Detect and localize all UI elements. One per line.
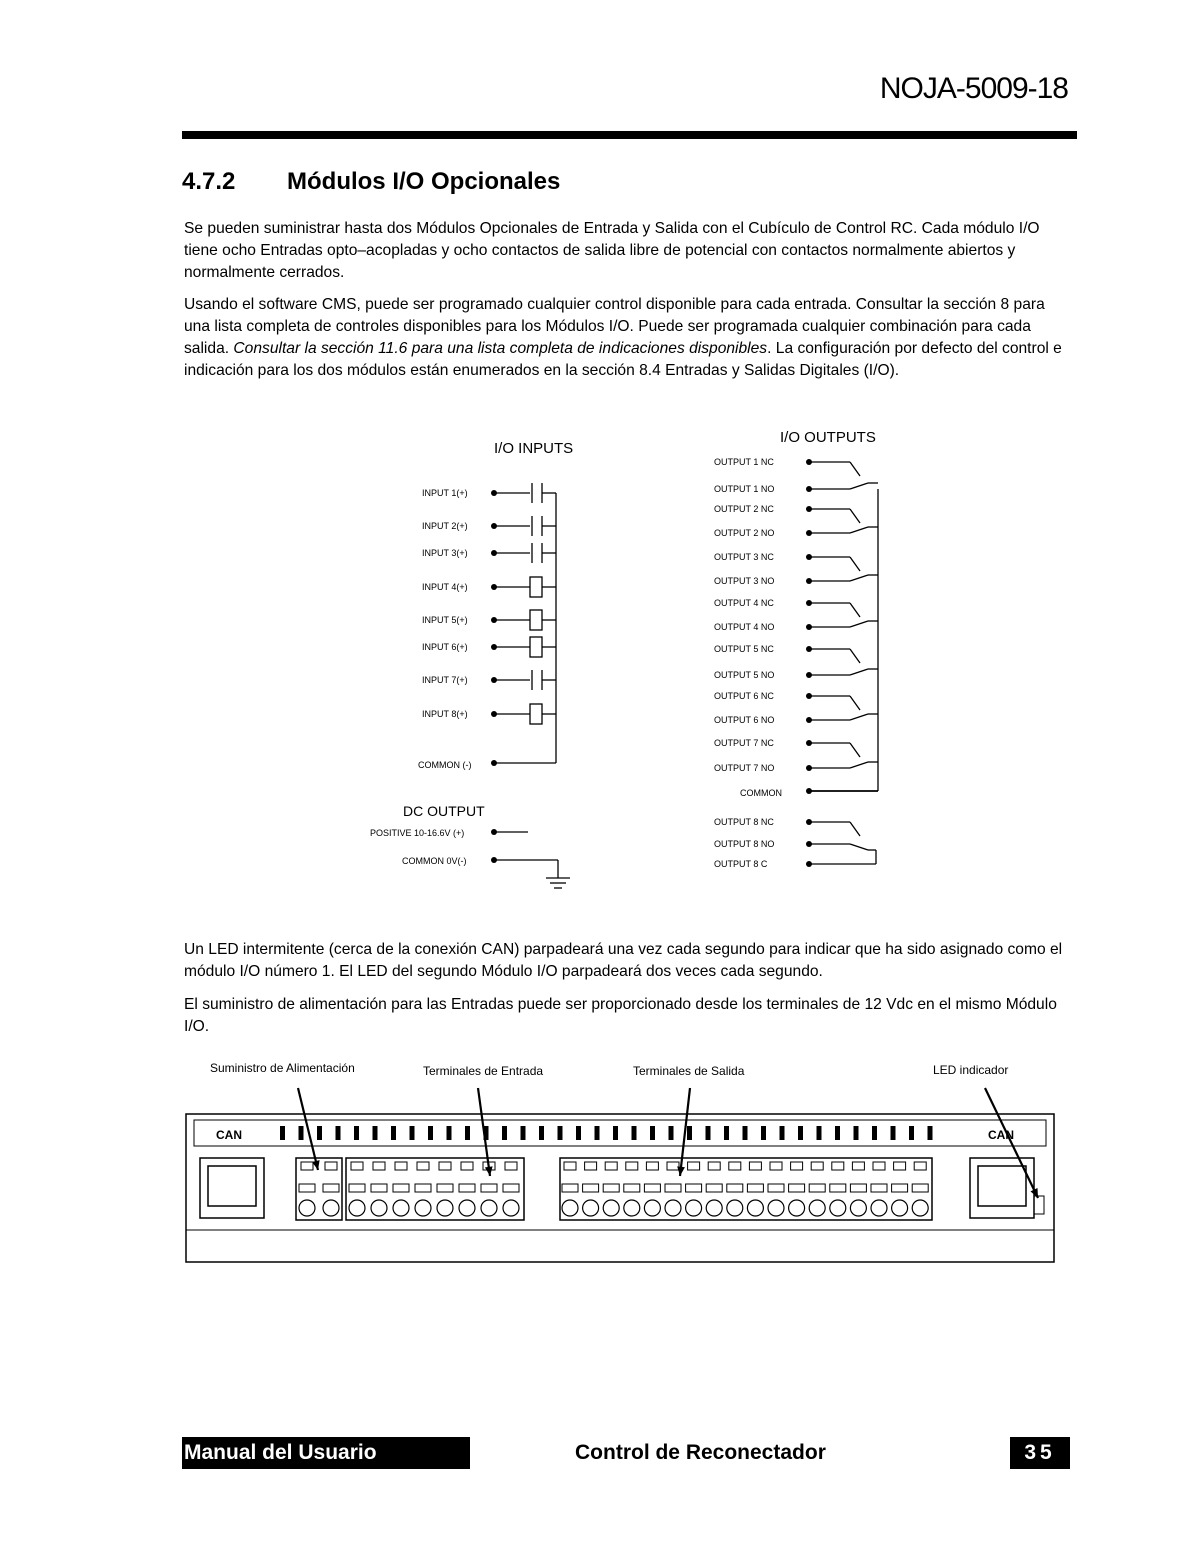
inputs-title: I/O INPUTS	[494, 440, 574, 457]
label-input-terminals: Terminales de Entrada	[423, 1064, 544, 1078]
outputs-title: I/O OUTPUTS	[780, 429, 876, 446]
output-label: OUTPUT 2 NO	[714, 528, 775, 538]
input-common-label: COMMON (-)	[418, 760, 472, 770]
output8-label: OUTPUT 8 NC	[714, 817, 774, 827]
input-label: INPUT 2(+)	[422, 521, 468, 531]
document-id: NOJA-5009-18	[879, 72, 1068, 105]
output-label: OUTPUT 7 NO	[714, 763, 775, 773]
dc-positive-label: POSITIVE 10-16.6V (+)	[370, 828, 465, 838]
output-label: OUTPUT 4 NO	[714, 622, 775, 632]
output-label: OUTPUT 2 NC	[714, 504, 774, 514]
header-rule	[182, 131, 1077, 139]
label-output-terminals: Terminales de Salida	[633, 1064, 745, 1078]
label-power-supply: Suministro de Alimentación	[210, 1061, 355, 1075]
module-body	[186, 1114, 1054, 1262]
paragraph-cms-italic: Consultar la sección 11.6 para una lista completa de indicaciones disponibles	[233, 340, 768, 357]
module-arrows	[298, 1088, 1038, 1198]
inputs-group	[422, 483, 556, 766]
input-label: INPUT 3(+)	[422, 548, 468, 558]
output8-label: OUTPUT 8 NO	[714, 839, 775, 849]
io-wiring-diagram	[360, 420, 920, 900]
section-heading	[182, 168, 560, 196]
input-label: INPUT 6(+)	[422, 642, 468, 652]
input-label: INPUT 1(+)	[422, 488, 468, 498]
footer-manual-label: Manual del Usuario	[182, 1437, 470, 1469]
output-label: OUTPUT 6 NC	[714, 691, 774, 701]
output-label: OUTPUT 6 NO	[714, 715, 775, 725]
footer-page-number: 35	[1010, 1437, 1070, 1469]
output-label: OUTPUT 3 NO	[714, 576, 775, 586]
output-label: OUTPUT 3 NC	[714, 552, 774, 562]
dc-output-title: DC OUTPUT	[403, 803, 485, 819]
output-label: OUTPUT 7 NC	[714, 738, 774, 748]
module-diagram	[180, 1058, 1060, 1268]
paragraph-power: El suministro de alimentación para las Entradas puede ser proporcionado desde los terminales de 12 Vdc en el mismo Módulo I/O.	[184, 996, 1057, 1035]
footer-product-label: Control de Reconectador	[575, 1441, 826, 1464]
input-label: INPUT 5(+)	[422, 615, 468, 625]
paragraph-cms-end: . La configuración por defecto del control e indicación para los dos módulos están enumerados en la sección 8.4 Entradas y Salidas Digitales (I/O).	[184, 340, 1062, 379]
output8-label: OUTPUT 8 C	[714, 859, 768, 869]
output-label: OUTPUT 1 NO	[714, 484, 775, 494]
output-label: OUTPUT 5 NC	[714, 644, 774, 654]
dc-output-group	[491, 829, 570, 888]
can-label-left: CAN	[216, 1128, 242, 1142]
outputs8-group	[714, 817, 876, 869]
module-terminals	[280, 1126, 933, 1216]
input-label: INPUT 4(+)	[422, 582, 468, 592]
label-led-indicator: LED indicador	[933, 1063, 1009, 1077]
input-label: INPUT 8(+)	[422, 709, 468, 719]
output-label: OUTPUT 4 NC	[714, 598, 774, 608]
paragraph-cms	[184, 294, 1074, 382]
paragraph-led: Un LED intermitente (cerca de la conexión CAN) parpadeará una vez cada segundo para indicar que ha sido asignado como el módulo I/O número 1. El LED del segundo Módulo I/O parpadeará dos veces cada segundo.	[184, 941, 1063, 980]
paragraph-cms-start: Usando el software CMS, puede ser programado cualquier control disponible para cada entrada. Consultar la sección 8 para una lista completa de controles disponibles para los Módulos I/O. Puede ser programada cualquier combinación para cada salida.	[184, 296, 1045, 357]
dc-common-label: COMMON 0V(-)	[402, 856, 467, 866]
output-label: OUTPUT 5 NO	[714, 670, 775, 680]
output-common-label: COMMON	[740, 788, 782, 798]
input-label: INPUT 7(+)	[422, 675, 468, 685]
section-title: Módulos I/O Opcionales	[287, 168, 561, 195]
paragraph-intro: Se pueden suministrar hasta dos Módulos Opcionales de Entrada y Salida con el Cubículo de Control RC. Cada módulo I/O tiene ocho Entradas opto–acopladas y ocho contactos de salida libre de potencial con contactos normalmente abiertos y normalmente cerrados.	[184, 220, 1040, 281]
can-label-right: CAN	[988, 1128, 1014, 1142]
section-number: 4.7.2	[182, 168, 236, 195]
outputs-group	[714, 457, 878, 794]
output-label: OUTPUT 1 NC	[714, 457, 774, 467]
